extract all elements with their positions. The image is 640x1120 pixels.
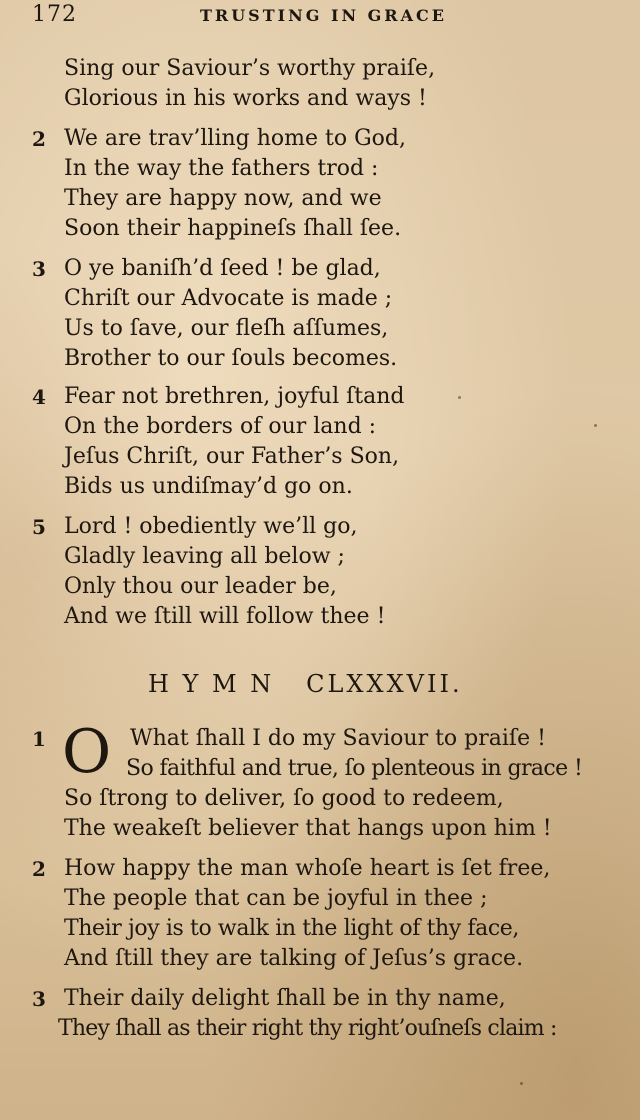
verse-line: Sing our Saviour’s worthy praiſe,	[64, 56, 436, 81]
verse-line: So ſtrong to deliver, ſo good to redeem,	[64, 786, 504, 811]
paper-speck	[458, 396, 461, 399]
verse-line: O ye baniſh’d ſeed ! be glad,	[64, 256, 381, 281]
verse-line: How happy the man whoſe heart is ſet free,	[64, 856, 551, 881]
verse-number: 2	[32, 127, 46, 151]
verse-line: We are trav’lling home to God,	[64, 126, 406, 151]
verse-line: Us to ſave, our fleſh aſſumes,	[64, 316, 389, 341]
verse-line: Fear not brethren, joyful ſtand	[64, 384, 405, 409]
verse-number: 1	[32, 727, 46, 751]
verse-line: The weakeſt believer that hangs upon him !	[64, 816, 552, 841]
paper-speck	[520, 1082, 523, 1085]
verse-line: Brother to our ſouls becomes.	[64, 346, 398, 371]
verse-number: 5	[32, 515, 46, 539]
running-title: TRUSTING IN GRACE	[200, 6, 447, 25]
verse-number: 2	[32, 857, 46, 881]
verse-line: The people that can be joyful in thee ;	[64, 886, 488, 911]
verse-line: On the borders of our land :	[64, 414, 377, 439]
verse-number: 4	[32, 385, 46, 409]
verse-line: They are happy now, and we	[64, 186, 382, 211]
page-number: 172	[32, 2, 77, 27]
verse-line: Jeſus Chriſt, our Father’s Son,	[64, 444, 400, 469]
verse-line: Lord ! obediently we’ll go,	[64, 514, 358, 539]
verse-line: Glorious in his works and ways !	[64, 86, 427, 111]
verse-line: What ſhall I do my Saviour to praiſe !	[130, 726, 546, 751]
verse-line: Gladly leaving all below ;	[64, 544, 345, 569]
verse-number: 3	[32, 987, 46, 1011]
drop-cap: O	[62, 717, 112, 787]
verse-line: So faithful and true, ſo plenteous in grace !	[126, 756, 583, 781]
verse-line: Chriſt our Advocate is made ;	[64, 286, 393, 311]
verse-number: 3	[32, 257, 46, 281]
verse-line: And ſtill they are talking of Jeſus’s grace.	[64, 946, 524, 971]
verse-line: Only thou our leader be,	[64, 574, 337, 599]
verse-line: And we ſtill will follow thee !	[64, 604, 386, 629]
verse-line: Soon their happineſs ſhall ſee.	[64, 216, 402, 241]
verse-line: Bids us undiſmay’d go on.	[64, 474, 353, 499]
verse-line: In the way the fathers trod :	[64, 156, 379, 181]
verse-line: Their daily delight ſhall be in thy name,	[64, 986, 506, 1011]
paper-speck	[594, 424, 597, 427]
verse-line: They ſhall as their right thy right’ouſneſs claim :	[58, 1016, 557, 1041]
verse-line: Their joy is to walk in the light of thy face,	[64, 916, 519, 941]
hymn-title: H Y M N CLXXXVII.	[148, 670, 463, 698]
